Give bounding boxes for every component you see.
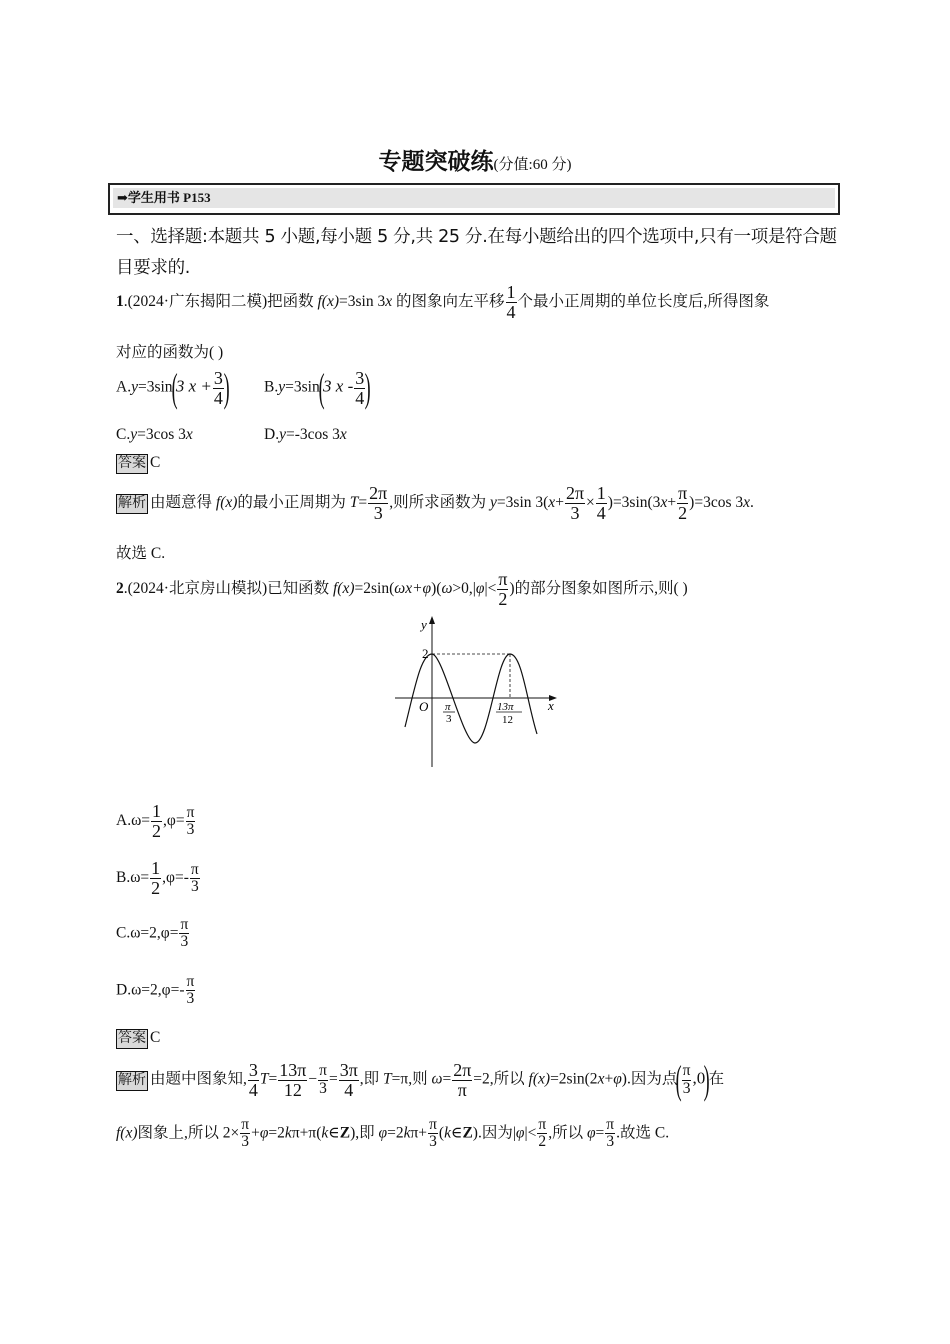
q1-option-c: C.y=3cos 3x [116, 426, 193, 443]
y-label: y [421, 617, 427, 632]
q1-option-b: B.y=3sin(3 x - $\frac{3}{4}$ ) [264, 365, 371, 410]
tick-13pi12-num: 13π [497, 701, 514, 713]
q1-analysis: 解析 由题意得 f(x)的最小正周期为 T= $\frac{2\pi}{3}$ ,则所求函数为 y=3sin 3(x+ $\frac{2\pi}{3}$ × $\frac{1}{4}$ )=3sin(3x+ $\frac{\pi}{2}$ )=3cos 3x. [118, 483, 754, 523]
q2-analysis: 解析 由题中图象知, $\frac{3}{4}$ T= $\frac{13\pi}{12}$ − $\frac{\pi}{3}$ = $\frac{3\pi}{4}$ ,即 T=π,则 ω= $\frac{2\pi}{\pi}$ =2,所以 f(x)=2sin(2x+φ).因为点( $\frac{\pi}{3}$ ,0)在 [118, 1057, 725, 1102]
q2-stem: 2.(2024·北京房山模拟)已知函数 f(x)=2sin(ωx+φ)(ω>0,|φ|< $\frac{\pi}{2}$ )的部分图象如图所示,则( ) [116, 569, 688, 609]
book-reference-banner [108, 183, 840, 215]
max-value-label: 2 [422, 646, 429, 661]
fraction: $\frac{1}{4}$ [506, 282, 516, 322]
q2-answer: 答案 C [116, 1029, 160, 1049]
analysis-label: 解析 [116, 494, 148, 514]
answer-label: 答案 [116, 454, 148, 474]
tick-13pi12-den: 12 [502, 714, 513, 726]
q2-option-b: B.ω= $\frac{1}{2}$ ,φ=- $\frac{\pi}{3}$ [116, 858, 199, 898]
answer-label: 答案 [116, 1029, 148, 1049]
q1-option-a: A.y=3sin(3 x + $\frac{3}{4}$ ) [116, 365, 230, 410]
page-title [0, 143, 950, 176]
q1-option-d: D.y=-3cos 3x [264, 426, 347, 443]
q2-analysis-cont: f(x)图象上,所以 2× $\frac{\pi}{3}$ +φ=2kπ+π(k∈Z),即 φ=2kπ+ $\frac{\pi}{3}$ (k∈Z).因为|φ|< $\frac{\pi}{2}$ ,所以 φ= $\frac{\pi}{3}$ .故选 C. [116, 1116, 670, 1151]
q2-option-d: D.ω=2,φ=- $\frac{\pi}{3}$ [116, 973, 195, 1008]
q2-option-a: A.ω= $\frac{1}{2}$ ,φ= $\frac{\pi}{3}$ [116, 801, 195, 841]
q1-analysis-cont: 故选 C. [116, 545, 166, 562]
x-label: x [548, 698, 554, 713]
y-axis-arrow [429, 616, 435, 624]
origin-label: O [419, 699, 429, 714]
q1-stem: 1.(2024·广东揭阳二模)把函数 f(x)=3sin 3x 的图象向左平移 $\frac{1}{4}$ 个最小正周期的单位长度后,所得图象 [116, 282, 770, 322]
analysis-label: 解析 [116, 1071, 148, 1091]
tick-pi3-den: 3 [446, 713, 452, 725]
title-main: 专题突破练 [378, 149, 494, 175]
sine-graph [385, 612, 565, 772]
q2-option-c: C.ω=2,φ= $\frac{\pi}{3}$ [116, 916, 189, 951]
q1-stem-cont: 对应的函数为( ) [116, 344, 224, 361]
q1-answer: 答案 C [116, 454, 160, 474]
tick-pi3-num: π [445, 701, 451, 713]
banner-text: ➡学生用书 P153 [113, 188, 835, 208]
section-heading: 一、选择题:本题共 5 小题,每小题 5 分,共 25 分.在每小题给出的四个选项中,只有一项是符合题目要求的. [116, 227, 837, 278]
title-score: (分值:60 分) [493, 157, 572, 173]
